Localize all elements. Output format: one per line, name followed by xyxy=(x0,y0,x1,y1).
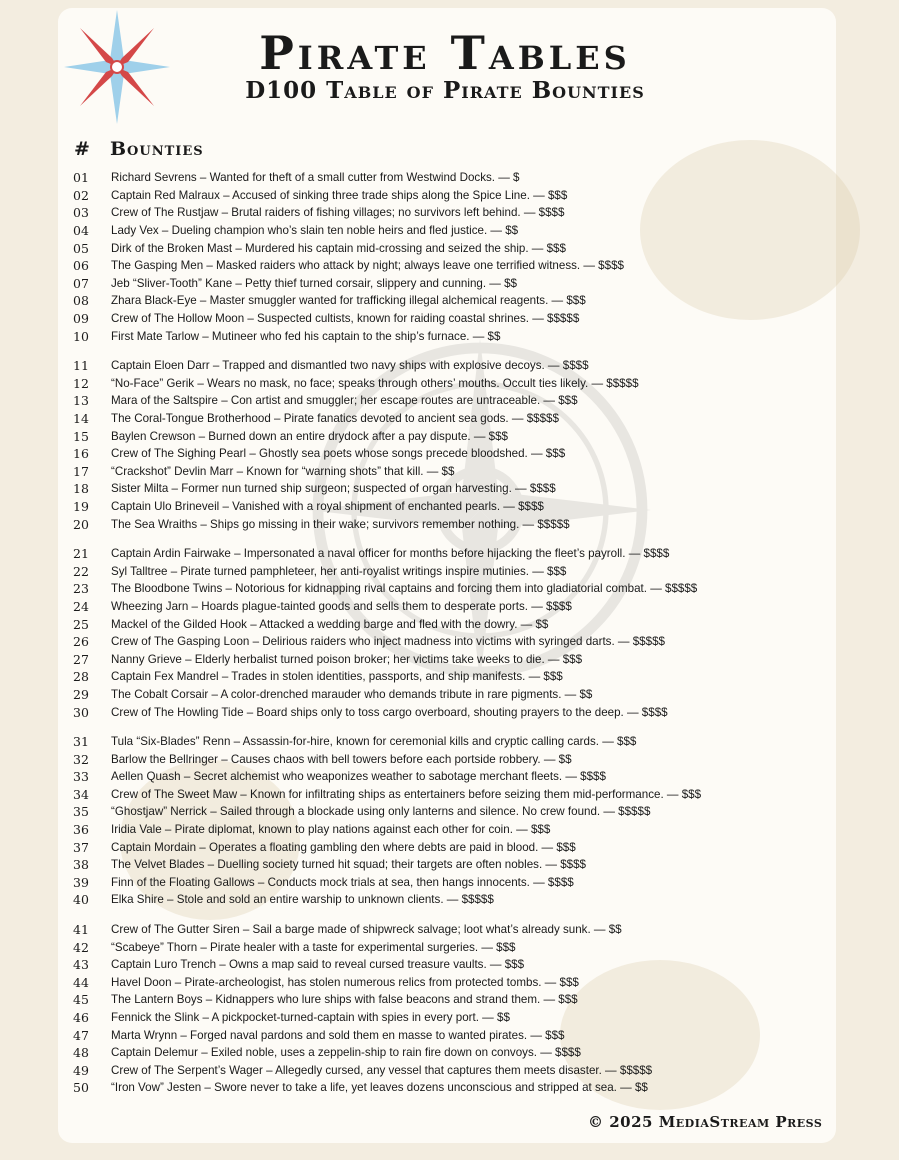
entry-number: 22 xyxy=(73,563,89,579)
entry-number: 27 xyxy=(73,651,89,667)
entry-number: 40 xyxy=(73,892,89,908)
list-item xyxy=(73,891,833,909)
list-item xyxy=(73,392,833,410)
list-item xyxy=(73,169,833,187)
list-item xyxy=(73,1044,833,1062)
entry-number: 36 xyxy=(73,822,89,838)
list-item xyxy=(73,545,833,563)
list-item xyxy=(73,239,833,257)
entry-number: 38 xyxy=(73,857,89,873)
entry-number: 02 xyxy=(73,187,89,203)
list-item xyxy=(73,375,833,393)
entry-text: Captain Red Malraux – Accused of sinking three trade ships along the Spice Line. — $$$ xyxy=(111,188,568,202)
entry-text: Crew of The Gasping Loon – Delirious raiders who inject madness into victims with syringed darts. — $$$$$ xyxy=(111,635,665,649)
list-item xyxy=(73,668,833,686)
list-item xyxy=(73,327,833,345)
list-item xyxy=(73,615,833,633)
entry-text: Fennick the Slink – A pickpocket-turned-captain with spies in every port. — $$ xyxy=(111,1011,510,1025)
list-item xyxy=(73,1079,833,1097)
list-item xyxy=(73,686,833,704)
entry-text: Sister Milta – Former nun turned ship surgeon; suspected of organ harvesting. — $$$$ xyxy=(111,482,556,496)
entry-text: “Scabeye” Thorn – Pirate healer with a taste for experimental surgeries. — $$$ xyxy=(111,940,516,954)
list-item xyxy=(73,956,833,974)
entry-text: Nanny Grieve – Elderly herbalist turned poison broker; her victims take weeks to die. — $$$ xyxy=(111,652,583,666)
entry-number: 16 xyxy=(73,446,89,462)
entry-number: 07 xyxy=(73,275,89,291)
entry-text: First Mate Tarlow – Mutineer who fed his captain to the ship’s furnace. — $$ xyxy=(111,329,501,343)
list-item xyxy=(73,821,833,839)
list-item xyxy=(73,275,833,293)
entry-number: 47 xyxy=(73,1027,89,1043)
entry-number: 25 xyxy=(73,616,89,632)
list-item xyxy=(73,633,833,651)
entry-number: 34 xyxy=(73,786,89,802)
entry-text: The Velvet Blades – Duelling society turned hit squad; their targets are often nobles. — $$$$ xyxy=(111,858,586,872)
entry-number: 05 xyxy=(73,240,89,256)
compass-rose-icon xyxy=(62,8,172,126)
entry-number: 33 xyxy=(73,769,89,785)
entry-text: The Cobalt Corsair – A color-drenched marauder who demands tribute in rare pigments. — $$ xyxy=(111,687,593,701)
list-item xyxy=(73,921,833,939)
entry-text: Mara of the Saltspire – Con artist and smuggler; her escape routes are untraceable. — $$$ xyxy=(111,394,578,408)
entry-number: 12 xyxy=(73,375,89,391)
entry-text: Dirk of the Broken Mast – Murdered his captain mid-crossing and seized the ship. — $$$ xyxy=(111,241,566,255)
list-item xyxy=(73,803,833,821)
list-item xyxy=(73,874,833,892)
entry-number: 10 xyxy=(73,328,89,344)
list-item xyxy=(73,257,833,275)
entry-number: 21 xyxy=(73,546,89,562)
entry-number: 24 xyxy=(73,598,89,614)
entry-text: Baylen Crewson – Burned down an entire drydock after a pay dispute. — $$$ xyxy=(111,429,508,443)
list-item xyxy=(73,733,833,751)
entry-number: 49 xyxy=(73,1062,89,1078)
list-item xyxy=(73,427,833,445)
entry-number: 29 xyxy=(73,686,89,702)
list-item xyxy=(73,292,833,310)
entry-number: 45 xyxy=(73,992,89,1008)
bounty-list xyxy=(73,169,833,1097)
list-item xyxy=(73,856,833,874)
entry-text: Tula “Six-Blades” Renn – Assassin-for-hire, known for ceremonial kills and cryptic calling cards. — $$$ xyxy=(111,735,637,749)
entry-text: Richard Sevrens – Wanted for theft of a small cutter from Westwind Docks. — $ xyxy=(111,171,520,185)
list-item xyxy=(73,1009,833,1027)
entry-number: 41 xyxy=(73,922,89,938)
entry-number: 37 xyxy=(73,839,89,855)
list-item xyxy=(73,768,833,786)
list-item xyxy=(73,562,833,580)
entry-text: Crew of The Serpent’s Wager – Allegedly cursed, any vessel that captures them meets disaster. — $$$$$ xyxy=(111,1063,653,1077)
page-title: Pirate Tables xyxy=(259,26,631,80)
entry-number: 46 xyxy=(73,1010,89,1026)
copyright-footer: © 2025 MediaStream Press xyxy=(588,1113,823,1131)
entry-number: 15 xyxy=(73,428,89,444)
list-item xyxy=(73,357,833,375)
entry-text: Captain Mordain – Operates a floating gambling den where debts are paid in blood. — $$$ xyxy=(111,840,576,854)
entry-text: Barlow the Bellringer – Causes chaos with bell towers before each portside robbery. — $$ xyxy=(111,752,572,766)
group-spacer xyxy=(73,909,833,921)
group-spacer xyxy=(73,533,833,545)
entry-number: 18 xyxy=(73,481,89,497)
entry-text: Finn of the Floating Gallows – Conducts mock trials at sea, then hangs innocents. — $$$$ xyxy=(111,875,574,889)
entry-number: 42 xyxy=(73,939,89,955)
entry-number: 30 xyxy=(73,704,89,720)
entry-text: The Coral-Tongue Brotherhood – Pirate fanatics devoted to ancient sea gods. — $$$$$ xyxy=(111,412,559,426)
list-item xyxy=(73,580,833,598)
entry-text: Marta Wrynn – Forged naval pardons and sold them en masse to wanted pirates. — $$$ xyxy=(111,1028,565,1042)
entry-text: Captain Fex Mandrel – Trades in stolen identities, passports, and ship manifests. — $$$ xyxy=(111,670,563,684)
group-spacer xyxy=(73,345,833,357)
list-item xyxy=(73,974,833,992)
entry-text: “Ghostjaw” Nerrick – Sailed through a blockade using only lanterns and silence. No crew found. — $$$$$ xyxy=(111,805,651,819)
entry-text: Captain Eloen Darr – Trapped and dismantled two navy ships with explosive decoys. — $$$$ xyxy=(111,359,589,373)
entry-number: 31 xyxy=(73,734,89,750)
list-item xyxy=(73,750,833,768)
entry-number: 39 xyxy=(73,874,89,890)
list-item xyxy=(73,938,833,956)
entry-text: “Iron Vow” Jesten – Swore never to take a life, yet leaves dozens unconscious and stripped at sea. — $$ xyxy=(111,1081,648,1095)
entry-text: Aellen Quash – Secret alchemist who weaponizes weather to sabotage merchant fleets. — $$$$ xyxy=(111,770,606,784)
entry-number: 48 xyxy=(73,1045,89,1061)
entry-number: 35 xyxy=(73,804,89,820)
entry-number: 44 xyxy=(73,974,89,990)
entry-number: 11 xyxy=(73,358,89,374)
list-item xyxy=(73,991,833,1009)
entry-text: The Bloodbone Twins – Notorious for kidnapping rival captains and forcing them into gladiatorial combat. — $$$$$ xyxy=(111,582,698,596)
list-item xyxy=(73,703,833,721)
group-spacer xyxy=(73,721,833,733)
entry-text: Captain Delemur – Exiled noble, uses a zeppelin-ship to rain fire down on convoys. — $$$$ xyxy=(111,1046,581,1060)
list-item xyxy=(73,204,833,222)
entry-number: 13 xyxy=(73,393,89,409)
list-item xyxy=(73,480,833,498)
entry-text: Syl Talltree – Pirate turned pamphleteer, her anti-royalist writings inspire mutinies. — $$$ xyxy=(111,564,567,578)
list-item xyxy=(73,598,833,616)
entry-text: Crew of The Gutter Siren – Sail a barge made of shipwreck salvage; loot what’s already sunk. — $$ xyxy=(111,923,622,937)
entry-text: Lady Vex – Dueling champion who’s slain ten noble heirs and fled justice. — $$ xyxy=(111,224,519,238)
entry-text: Captain Luro Trench – Owns a map said to reveal cursed treasure vaults. — $$$ xyxy=(111,958,525,972)
entry-text: Crew of The Howling Tide – Board ships only to toss cargo overboard, shouting prayers to the deep. — $$$$ xyxy=(111,705,668,719)
entry-text: Elka Shire – Stole and sold an entire warship to unknown clients. — $$$$$ xyxy=(111,893,494,907)
list-item xyxy=(73,222,833,240)
entry-number: 50 xyxy=(73,1080,89,1096)
list-item xyxy=(73,498,833,516)
entry-text: The Gasping Men – Masked raiders who attack by night; always leave one terrified witness. — $$$$ xyxy=(111,259,624,273)
entry-text: Iridia Vale – Pirate diplomat, known to play nations against each other for coin. — $$$ xyxy=(111,823,551,837)
entry-text: Crew of The Rustjaw – Brutal raiders of fishing villages; no survivors left behind. — $$$$ xyxy=(111,206,565,220)
list-item xyxy=(73,410,833,428)
entry-number: 09 xyxy=(73,311,89,327)
entry-text: Jeb “Sliver-Tooth” Kane – Petty thief turned corsair, slippery and cunning. — $$ xyxy=(111,276,517,290)
entry-text: Crew of The Hollow Moon – Suspected cultists, known for raiding coastal shrines. — $$$$$ xyxy=(111,312,580,326)
entry-text: The Lantern Boys – Kidnappers who lure ships with false beacons and strand them. — $$$ xyxy=(111,993,578,1007)
entry-text: Havel Doon – Pirate-archeologist, has stolen numerous relics from protected tombs. — $$$ xyxy=(111,975,579,989)
entry-text: Captain Ardin Fairwake – Impersonated a naval officer for months before hijacking the fleet’s payroll. — $$$$ xyxy=(111,547,670,561)
column-header-bounties: Bounties xyxy=(110,138,204,160)
list-item xyxy=(73,187,833,205)
entry-number: 32 xyxy=(73,751,89,767)
entry-number: 20 xyxy=(73,516,89,532)
entry-text: Wheezing Jarn – Hoards plague-tainted goods and sells them to desperate ports. — $$$$ xyxy=(111,599,572,613)
list-item xyxy=(73,650,833,668)
entry-number: 04 xyxy=(73,223,89,239)
list-item xyxy=(73,1062,833,1080)
entry-text: “No-Face” Gerik – Wears no mask, no face; speaks through others’ mouths. Occult ties likely. — $$$$$ xyxy=(111,376,639,390)
entry-number: 08 xyxy=(73,293,89,309)
entry-number: 14 xyxy=(73,411,89,427)
entry-text: Crew of The Sweet Maw – Known for infiltrating ships as entertainers before seizing them mid-performance. — $$$ xyxy=(111,787,702,801)
list-item xyxy=(73,310,833,328)
entry-text: Mackel of the Gilded Hook – Attacked a wedding barge and fled with the dowry. — $$ xyxy=(111,617,549,631)
entry-number: 17 xyxy=(73,463,89,479)
entry-text: The Sea Wraiths – Ships go missing in their wake; survivors remember nothing. — $$$$$ xyxy=(111,517,570,531)
entry-text: “Crackshot” Devlin Marr – Known for “warning shots” that kill. — $$ xyxy=(111,464,455,478)
column-header-number: # xyxy=(74,138,90,160)
entry-number: 28 xyxy=(73,669,89,685)
entry-text: Zhara Black-Eye – Master smuggler wanted for trafficking illegal alchemical reagents. — $$$ xyxy=(111,294,586,308)
title-block xyxy=(185,28,705,104)
entry-text: Crew of The Sighing Pearl – Ghostly sea poets whose songs precede bloodshed. — $$$ xyxy=(111,447,566,461)
list-item xyxy=(73,1026,833,1044)
page-subtitle: D100 Table of Pirate Bounties xyxy=(245,77,645,104)
list-item xyxy=(73,515,833,533)
entry-number: 01 xyxy=(73,170,89,186)
entry-text: Captain Ulo Brineveil – Vanished with a royal shipment of enchanted pearls. — $$$$ xyxy=(111,499,544,513)
entry-number: 43 xyxy=(73,957,89,973)
list-item xyxy=(73,838,833,856)
entry-number: 23 xyxy=(73,581,89,597)
list-item xyxy=(73,445,833,463)
entry-number: 19 xyxy=(73,498,89,514)
entry-number: 26 xyxy=(73,634,89,650)
entry-number: 06 xyxy=(73,258,89,274)
entry-number: 03 xyxy=(73,205,89,221)
list-item xyxy=(73,786,833,804)
list-item xyxy=(73,463,833,481)
